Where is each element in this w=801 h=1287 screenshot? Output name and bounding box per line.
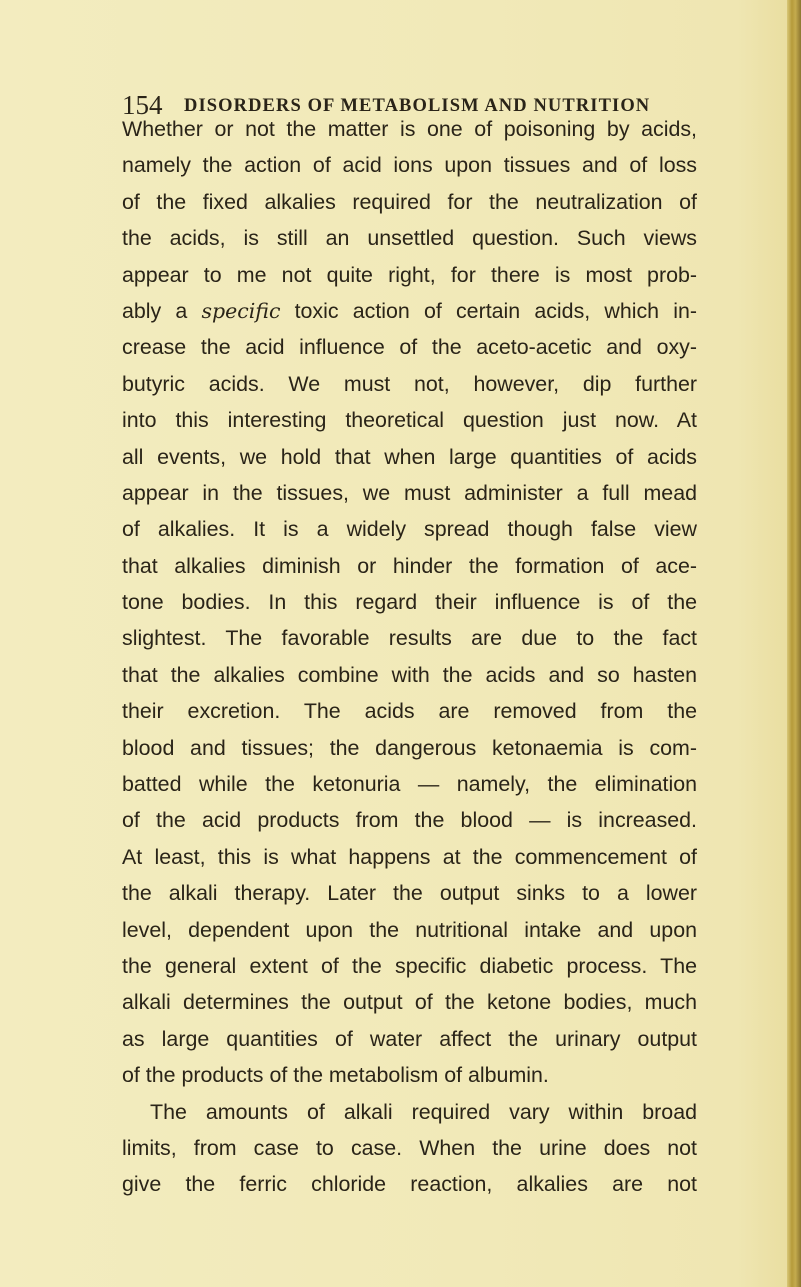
text-segment: toxic action of certain acids, which in- <box>280 298 698 323</box>
page-edge <box>787 0 801 1287</box>
text-line <box>122 802 697 838</box>
body-text <box>122 111 697 1203</box>
text-segment: The amounts of alkali required vary within broad <box>150 1099 697 1124</box>
text-line <box>122 1094 697 1130</box>
text-line <box>122 293 697 329</box>
text-line <box>122 620 697 656</box>
text-segment: that the alkalies combine with the acids and so hasten <box>122 662 697 687</box>
text-line <box>122 511 697 547</box>
text-segment: ably a <box>122 298 202 323</box>
text-line <box>122 948 697 984</box>
text-line <box>122 366 697 402</box>
text-segment: alkali determines the output of the ketone bodies, much <box>122 990 697 1015</box>
text-line <box>122 147 697 183</box>
text-line <box>122 730 697 766</box>
text-line <box>122 111 697 147</box>
text-line <box>122 1057 697 1093</box>
text-line <box>122 548 697 584</box>
text-segment: slightest. The favorable results are due to the fact <box>122 626 697 651</box>
text-segment: of alkalies. It is a widely spread though false view <box>122 517 697 542</box>
text-segment: that alkalies diminish or hinder the formation of ace- <box>122 553 697 578</box>
text-line <box>122 657 697 693</box>
italic-term: specific <box>201 298 281 323</box>
text-segment: Whether or not the matter is one of poisoning by acids, <box>122 117 697 141</box>
text-line <box>122 584 697 620</box>
text-segment: appear in the tissues, we must administer a full mead <box>122 480 697 505</box>
text-line <box>122 1130 697 1166</box>
text-segment: butyric acids. We must not, however, dip further <box>122 371 697 396</box>
text-line <box>122 766 697 802</box>
text-segment: limits, from case to case. When the urine does not <box>122 1135 697 1160</box>
page-number: 154 <box>122 90 163 120</box>
text-segment: At least, this is what happens at the commencement of <box>122 844 697 869</box>
text-line <box>122 693 697 729</box>
text-segment: of the products of the metabolism of albumin. <box>122 1063 549 1088</box>
text-segment: their excretion. The acids are removed from the <box>122 699 697 724</box>
text-segment: crease the acid influence of the aceto-acetic and oxy- <box>122 335 697 360</box>
text-segment: the general extent of the specific diabetic process. The <box>122 953 697 978</box>
text-segment: into this interesting theoretical question just now. At <box>122 408 697 433</box>
text-segment: of the acid products from the blood — is increased. <box>122 808 697 833</box>
text-line <box>122 402 697 438</box>
text-line <box>122 257 697 293</box>
text-segment: give the ferric chloride reaction, alkalies are not <box>122 1172 697 1197</box>
text-line <box>122 839 697 875</box>
text-line <box>122 184 697 220</box>
text-segment: appear to me not quite right, for there is most prob- <box>122 262 697 287</box>
text-segment: of the fixed alkalies required for the neutralization of <box>122 189 697 214</box>
text-segment: batted while the ketonuria — namely, the elimination <box>122 772 697 797</box>
text-line <box>122 1021 697 1057</box>
text-segment: namely the action of acid ions upon tissues and of loss <box>122 153 697 178</box>
text-segment: all events, we hold that when large quantities of acids <box>122 444 697 469</box>
text-line <box>122 439 697 475</box>
text-segment: the alkali therapy. Later the output sinks to a lower <box>122 881 697 906</box>
text-line <box>122 875 697 911</box>
text-line <box>122 220 697 256</box>
running-head: DISORDERS OF METABOLISM AND NUTRITION <box>184 96 651 116</box>
text-segment: the acids, is still an unsettled question. Such views <box>122 226 697 251</box>
text-line <box>122 329 697 365</box>
text-segment: blood and tissues; the dangerous ketonaemia is com- <box>122 735 697 760</box>
text-segment: level, dependent upon the nutritional intake and upon <box>122 917 697 942</box>
text-segment: tone bodies. In this regard their influence is of the <box>122 590 697 615</box>
text-segment: as large quantities of water affect the urinary output <box>122 1026 697 1051</box>
text-line <box>122 984 697 1020</box>
text-line <box>122 1166 697 1202</box>
text-line <box>122 475 697 511</box>
text-line <box>122 912 697 948</box>
